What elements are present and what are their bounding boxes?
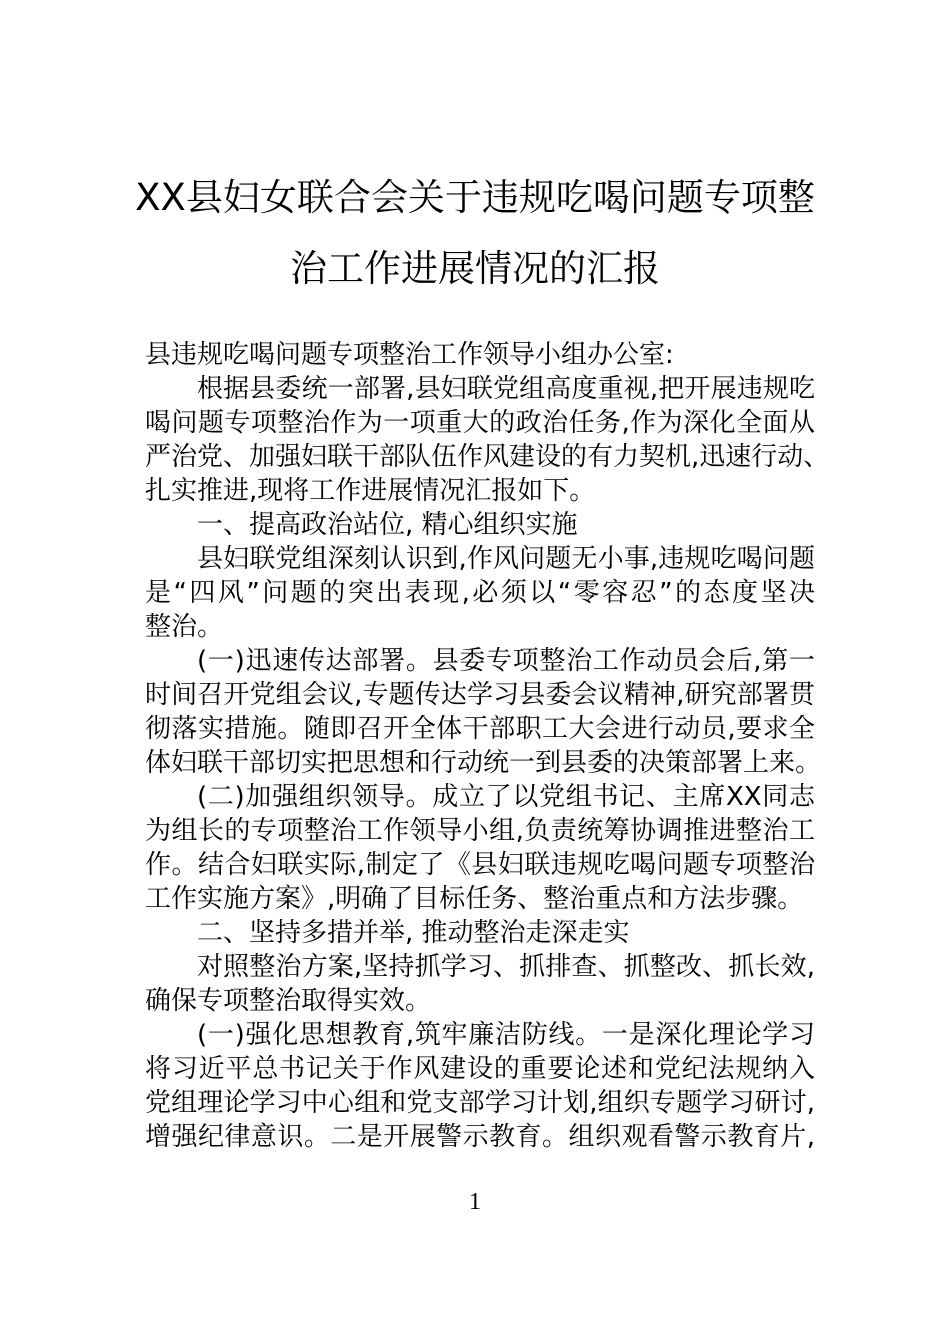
paragraph-line: 彻落实措施。随即召开全体干部职工大会进行动员,要求全 — [145, 714, 815, 744]
paragraph-line: (一)迅速传达部署。县委专项整治工作动员会后,第一 — [197, 646, 815, 676]
document-title-line-1: XX县妇女联合会关于违规吃喝问题专项整 — [135, 176, 815, 219]
paragraph-line: (二)加强组织领导。成立了以党组书记、主席XX同志 — [197, 782, 815, 812]
section-heading-1: 一、提高政治站位, 精心组织实施 — [197, 510, 578, 540]
paragraph-line: 整治。 — [145, 612, 224, 642]
paragraph-line: 为组长的专项整治工作领导小组,负责统筹协调推进整治工 — [145, 816, 815, 846]
paragraph-line: 是“四风”问题的突出表现,必须以“零容忍”的态度坚决 — [145, 578, 815, 608]
paragraph-line: 喝问题专项整治作为一项重大的政治任务,作为深化全面从 — [145, 408, 815, 438]
paragraph-line: 严治党、加强妇联干部队伍作风建设的有力契机,迅速行动、 — [145, 442, 830, 472]
paragraph-line: 县妇联党组深刻认识到,作风问题无小事,违规吃喝问题 — [197, 544, 815, 574]
paragraph-line: 党组理论学习中心组和党支部学习计划,组织专题学习研讨, — [145, 1088, 815, 1118]
salutation: 县违规吃喝问题专项整治工作领导小组办公室: — [145, 340, 674, 370]
section-heading-2: 二、坚持多措并举, 推动整治走深走实 — [197, 918, 630, 948]
paragraph-line: 体妇联干部切实把思想和行动统一到县委的决策部署上来。 — [145, 748, 822, 778]
paragraph-line: 确保专项整治取得实效。 — [145, 986, 432, 1016]
paragraph-line: 时间召开党组会议,专题传达学习县委会议精神,研究部署贯 — [145, 680, 815, 710]
paragraph-line: 扎实推进,现将工作进展情况汇报如下。 — [145, 476, 596, 506]
document-title-line-2: 治工作进展情况的汇报 — [290, 247, 660, 290]
paragraph-line: 根据县委统一部署,县妇联党组高度重视,把开展违规吃 — [197, 374, 815, 404]
paragraph-line: 作。结合妇联实际,制定了《县妇联违规吃喝问题专项整治 — [145, 850, 815, 880]
paragraph-line: 增强纪律意识。二是开展警示教育。组织观看警示教育片, — [145, 1122, 815, 1152]
page-number: 1 — [469, 1189, 481, 1215]
paragraph-line: 对照整治方案,坚持抓学习、抓排查、抓整改、抓长效, — [197, 952, 815, 982]
paragraph-line: (一)强化思想教育,筑牢廉洁防线。一是深化理论学习 — [197, 1020, 815, 1050]
paragraph-line: 将习近平总书记关于作风建设的重要论述和党纪法规纳入 — [145, 1054, 815, 1084]
paragraph-line: 工作实施方案》,明确了目标任务、整治重点和方法步骤。 — [145, 884, 804, 914]
